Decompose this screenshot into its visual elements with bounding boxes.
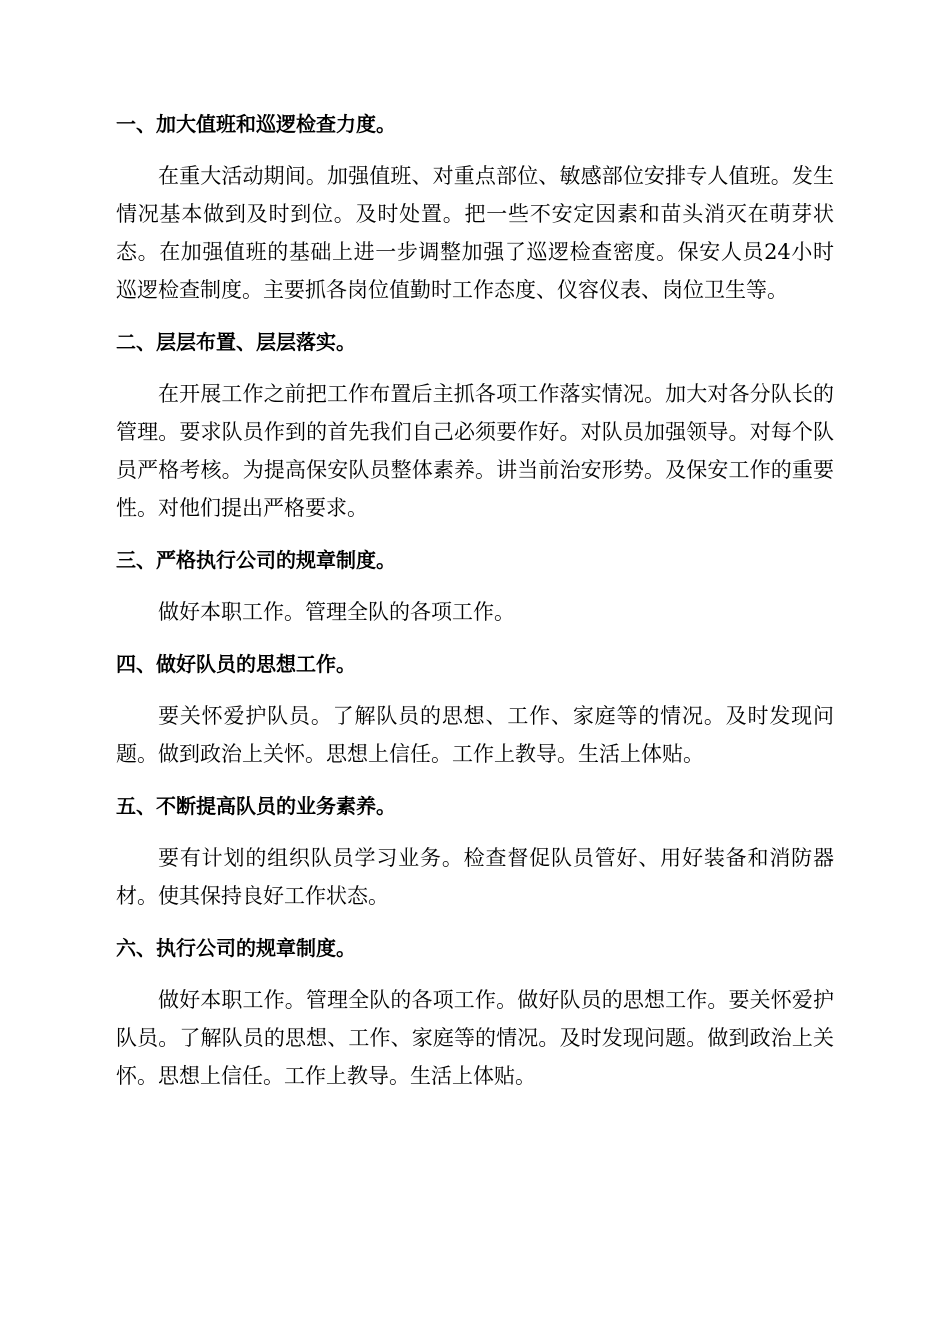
section-heading: 四、做好队员的思想工作。 (116, 652, 356, 676)
document-page (116, 104, 834, 1108)
section-5 (116, 786, 834, 915)
section-heading: 三、严格执行公司的规章制度。 (116, 548, 396, 572)
section-paragraph: 要有计划的组织队员学习业务。检查督促队员管好、用好装备和消防器材。使其保持良好工作状态。 (116, 846, 834, 908)
section-heading: 六、执行公司的规章制度。 (116, 936, 356, 960)
section-heading: 二、层层布置、层层落实。 (116, 330, 356, 354)
section-paragraph: 要关怀爱护队员。了解队员的思想、工作、家庭等的情况。及时发现问题。做到政治上关怀。思想上信任。工作上教导。生活上体贴。 (116, 704, 834, 766)
section-heading: 五、不断提高队员的业务素养。 (116, 794, 396, 818)
section-4 (116, 644, 834, 773)
section-paragraph: 在重大活动期间。加强值班、对重点部位、敏感部位安排专人值班。发生情况基本做到及时到位。及时处置。把一些不安定因素和苗头消灭在萌芽状态。在加强值班的基础上进一步调整加强了巡逻检查密度。保安人员24小时巡逻检查制度。主要抓各岗位值勤时工作态度、仪容仪表、岗位卫生等。 (116, 164, 834, 302)
section-paragraph: 在开展工作之前把工作布置后主抓各项工作落实情况。加大对各分队长的管理。要求队员作到的首先我们自己必须要作好。对队员加强领导。对每个队员严格考核。为提高保安队员整体素养。讲当前治安形势。及保安工作的重要性。对他们提出严格要求。 (116, 382, 834, 520)
section-2 (116, 322, 834, 527)
section-6 (116, 928, 834, 1095)
section-heading: 一、加大值班和巡逻检查力度。 (116, 112, 396, 136)
section-paragraph: 做好本职工作。管理全队的各项工作。做好队员的思想工作。要关怀爱护队员。了解队员的思想、工作、家庭等的情况。及时发现问题。做到政治上关怀。思想上信任。工作上教导。生活上体贴。 (116, 988, 834, 1088)
section-paragraph: 做好本职工作。管理全队的各项工作。 (158, 600, 515, 624)
section-1 (116, 104, 834, 309)
section-3 (116, 540, 834, 631)
